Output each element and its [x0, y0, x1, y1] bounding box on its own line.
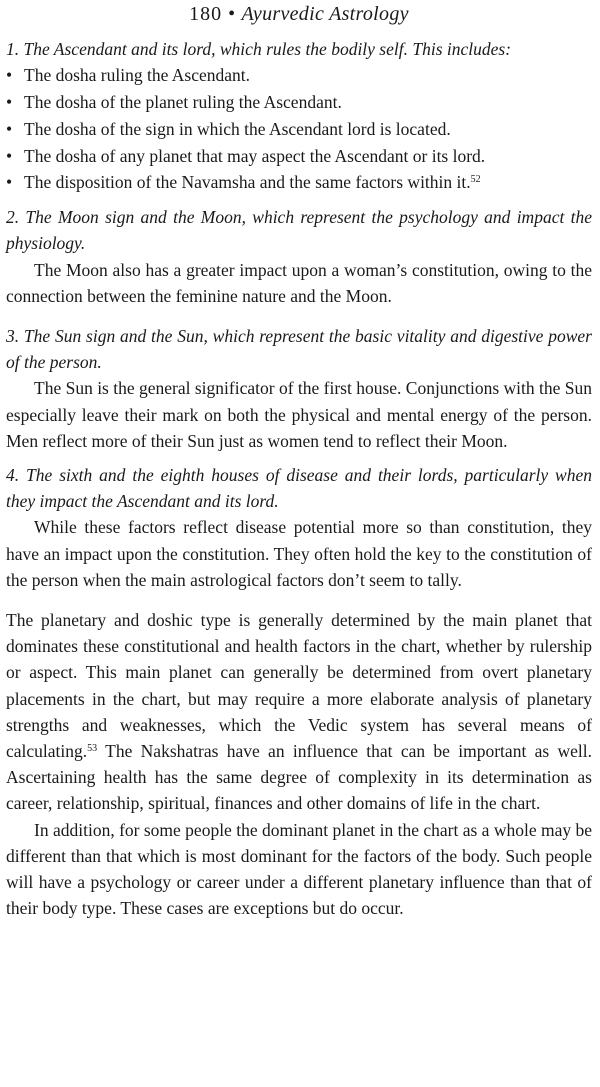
bullet-mark: •	[6, 65, 13, 86]
bullet-mark: •	[6, 118, 13, 139]
section-1-bullet-list	[6, 62, 592, 196]
section-2-body: The Moon also has a greater impact upon a woman’s constitution, owing to the connection between the feminine nature and the Moon.	[6, 259, 592, 306]
running-head	[6, 2, 592, 26]
bullet-text: The dosha of the sign in which the Ascendant lord is located.	[24, 118, 451, 139]
section-4-body: While these factors reflect disease potential more so than constitution, they have an impact upon the constitution. They often hold the key to the constitution of the person when the main astrological factors don’t seem to tally.	[6, 517, 592, 590]
bullet-text: The disposition of the Navamsha and the same factors within it.	[24, 172, 471, 193]
closing-paragraph-1-text-b: The Nakshatras have an influence that can be important as well. Ascertaining health has the same degree of complexity in its determination as career, relationship, spiritual, finances and other domains of life in the chart.	[6, 741, 592, 814]
bullet-text: The dosha of any planet that may aspect the Ascendant or its lord.	[24, 145, 486, 166]
bullet-item	[6, 89, 592, 116]
header-separator: •	[228, 3, 236, 25]
bullet-text: The dosha of the planet ruling the Ascendant.	[24, 92, 342, 112]
bullet-mark: •	[6, 92, 13, 112]
section-3-heading: 3. The Sun sign and the Sun, which represent the basic vitality and digestive power of the person.	[6, 326, 592, 373]
section-4-heading: 4. The sixth and the eighth houses of disease and their lords, particularly when they impact the Ascendant and its lord.	[6, 465, 592, 512]
bullet-item	[6, 143, 592, 170]
section-2-heading: 2. The Moon sign and the Moon, which represent the psychology and impact the physiology.	[6, 207, 592, 254]
closing-paragraph-1	[6, 607, 592, 817]
bullet-item	[6, 116, 592, 143]
footnote-ref-53: 53	[87, 743, 98, 755]
bullet-text: The dosha ruling the Ascendant.	[24, 65, 250, 86]
closing-paragraph-2: In addition, for some people the dominant planet in the chart as a whole may be different than that which is most dominant for the factors of the body. Such people will have a psychology or career under a different planetary influence than that of their body type. These cases are exceptions but do occur.	[6, 819, 592, 919]
bullet-mark: •	[6, 172, 13, 193]
closing-paragraph-1-text-a: The planetary and doshic type is generally determined by the main planet that dominates these constitutional and health factors in the chart, whether by rulership or aspect. This main planet can generally be determined from overt planetary placements in the chart, but may require a more elaborate analysis of planetary strengths and weaknesses, which the Vedic system has several means of calculating.	[6, 610, 592, 762]
bullet-item	[6, 62, 592, 89]
section-3-body: The Sun is the general significator of the first house. Conjunctions with the Sun especially leave their mark on both the physical and mental energy of the person. Men reflect more of their Sun just as women tend to reflect their Moon.	[6, 378, 592, 451]
section-1-heading: 1. The Ascendant and its lord, which rules the bodily self. This includes:	[6, 39, 512, 59]
running-title: Ayurvedic Astrology	[241, 3, 409, 25]
bullet-mark: •	[6, 145, 13, 166]
bullet-item	[6, 169, 592, 196]
page-number: 180	[189, 3, 223, 25]
footnote-ref-52: 52	[470, 174, 481, 186]
